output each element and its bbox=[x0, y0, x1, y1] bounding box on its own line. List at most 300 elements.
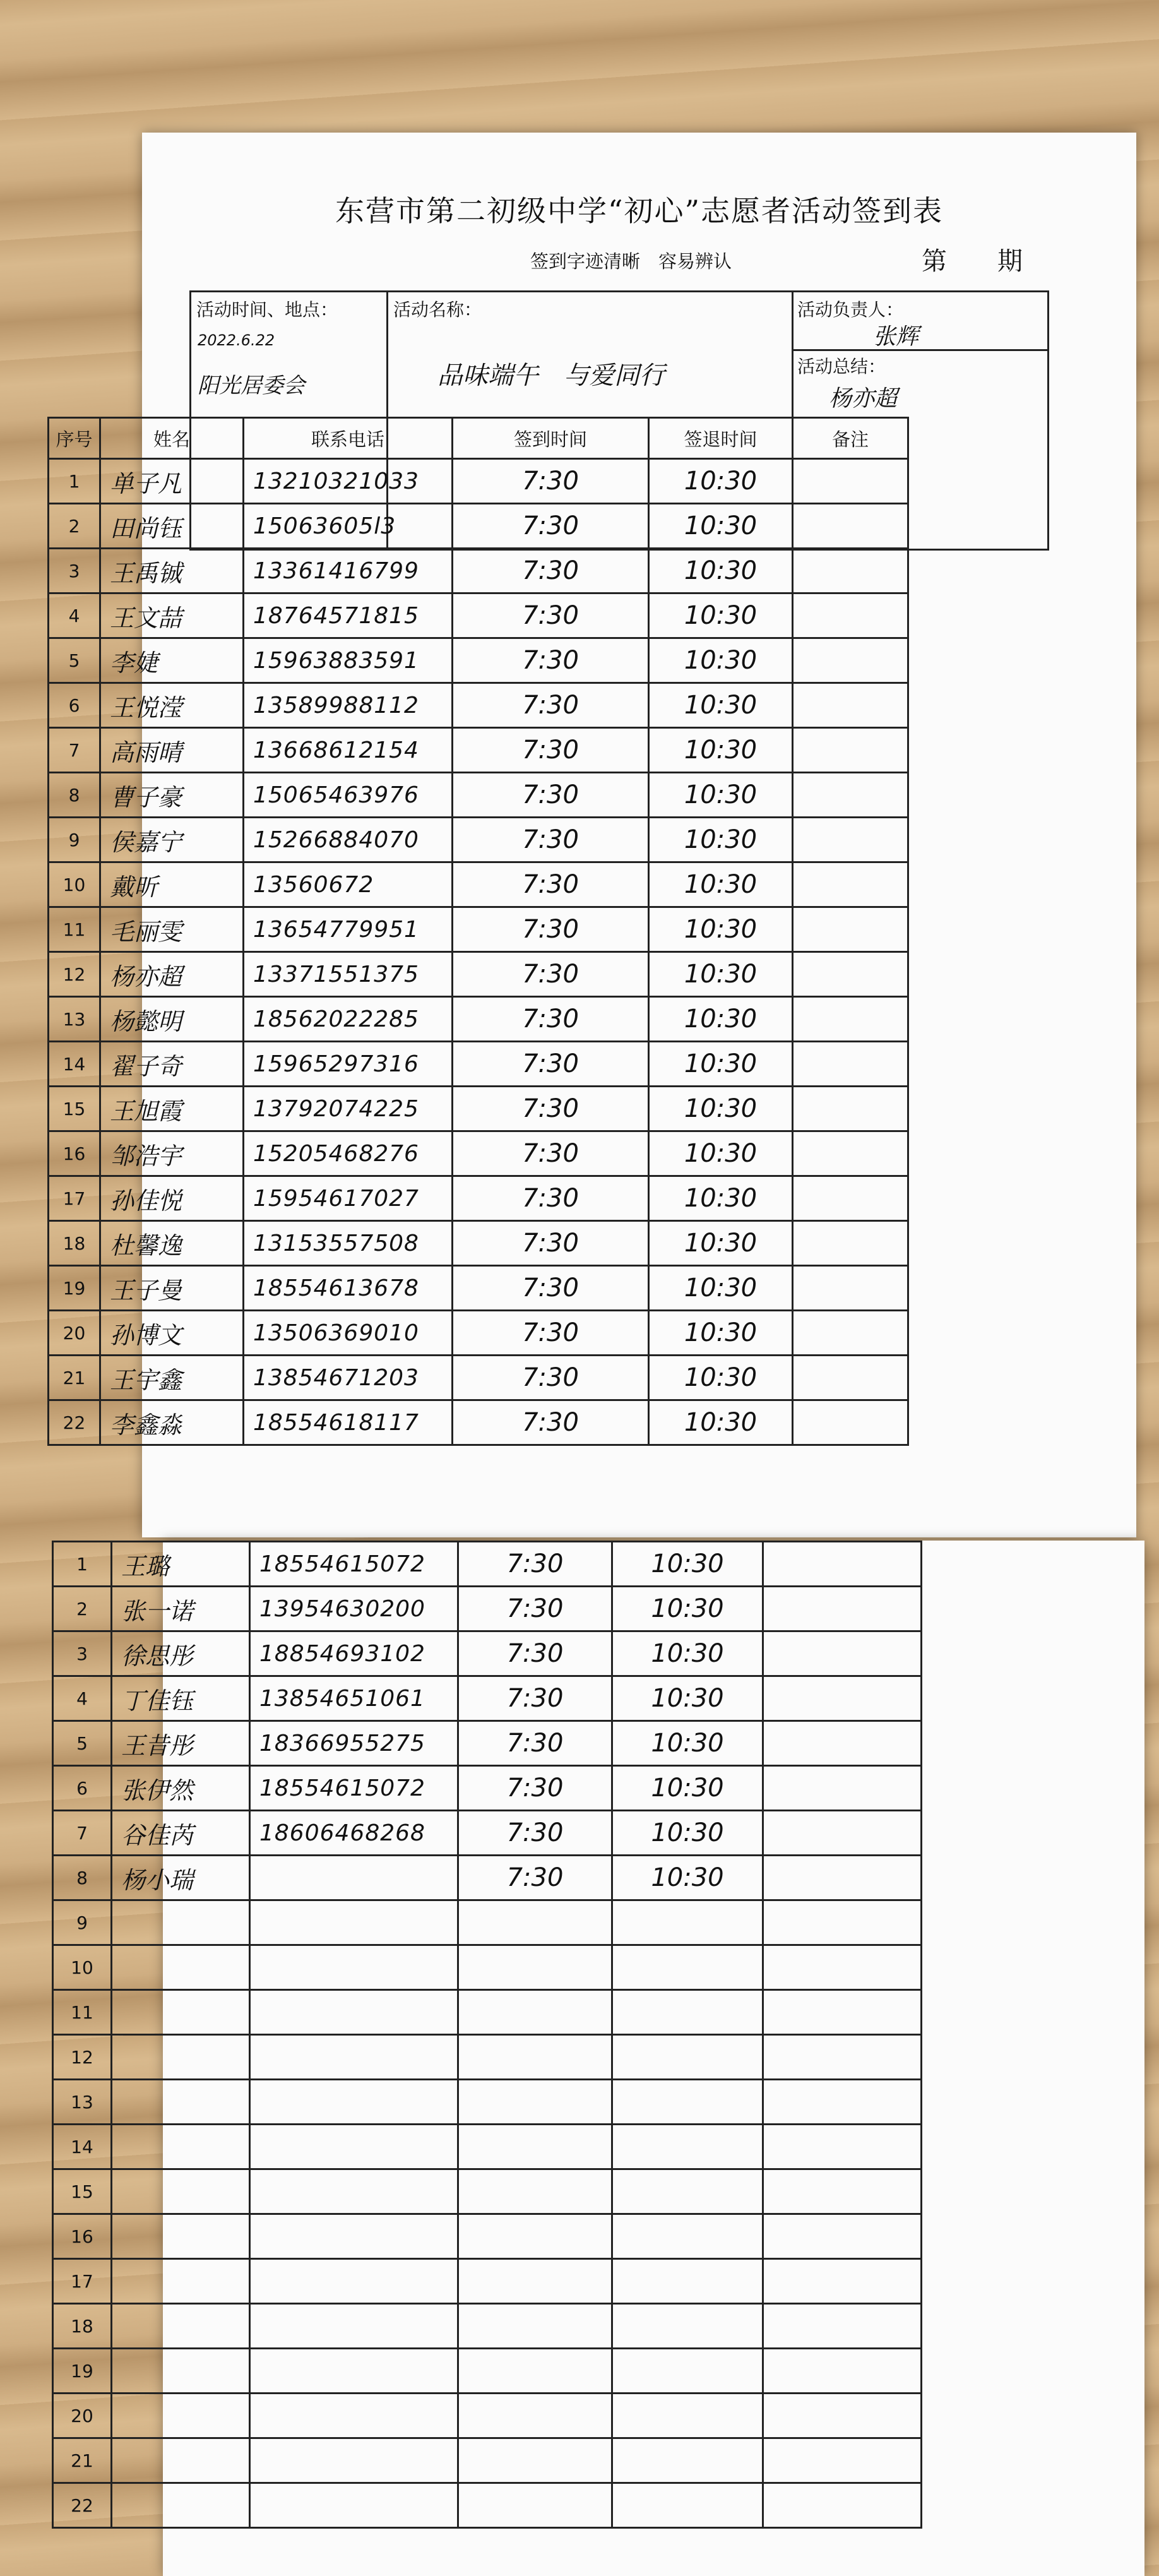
table-row bbox=[53, 2080, 922, 2125]
row-name: 王璐 bbox=[112, 1542, 250, 1587]
row-phone: 13371551375 bbox=[244, 952, 453, 997]
column-header-sign-out: 签退时间 bbox=[649, 418, 793, 459]
row-phone: 15266884070 bbox=[244, 818, 453, 862]
row-name bbox=[112, 2125, 250, 2169]
row-phone: 15065463976 bbox=[244, 773, 453, 818]
row-sign-in-time: 7:30 bbox=[453, 952, 649, 997]
row-sign-in-time: 7:30 bbox=[453, 728, 649, 773]
row-number: 16 bbox=[49, 1131, 100, 1176]
row-sign-out-time bbox=[612, 2349, 763, 2394]
row-sign-in-time: 7:30 bbox=[453, 1266, 649, 1311]
row-number: 16 bbox=[53, 2214, 112, 2259]
row-remarks bbox=[763, 1990, 922, 2035]
table-row bbox=[49, 1221, 908, 1266]
row-sign-in-time: 7:30 bbox=[453, 907, 649, 952]
row-number: 5 bbox=[53, 1721, 112, 1766]
attendance-table-page-1 bbox=[47, 417, 909, 1446]
row-phone: 18562022285 bbox=[244, 997, 453, 1042]
row-sign-out-time: 10:30 bbox=[649, 1356, 793, 1400]
table-row bbox=[53, 1900, 922, 1945]
row-sign-in-time: 7:30 bbox=[453, 683, 649, 728]
table-row bbox=[49, 862, 908, 907]
table-row bbox=[49, 952, 908, 997]
row-sign-out-time bbox=[612, 2438, 763, 2483]
row-phone bbox=[250, 1856, 458, 1900]
row-remarks bbox=[793, 862, 908, 907]
table-row bbox=[53, 1766, 922, 1811]
row-remarks bbox=[763, 1542, 922, 1587]
row-sign-in-time: 7:30 bbox=[453, 459, 649, 504]
row-name: 翟子奇 bbox=[100, 1042, 244, 1087]
row-name: 邹浩宇 bbox=[100, 1131, 244, 1176]
row-phone: 15063605l3 bbox=[244, 504, 453, 549]
row-number: 17 bbox=[49, 1176, 100, 1221]
row-phone bbox=[250, 2438, 458, 2483]
row-sign-out-time: 10:30 bbox=[649, 997, 793, 1042]
row-sign-in-time: 7:30 bbox=[453, 773, 649, 818]
row-remarks bbox=[763, 1856, 922, 1900]
row-name bbox=[112, 1900, 250, 1945]
row-sign-out-time: 10:30 bbox=[649, 549, 793, 593]
table-row bbox=[53, 1945, 922, 1990]
row-remarks bbox=[793, 1087, 908, 1131]
table-row bbox=[53, 1856, 922, 1900]
row-remarks bbox=[793, 1356, 908, 1400]
row-number: 13 bbox=[53, 2080, 112, 2125]
row-number: 2 bbox=[53, 1587, 112, 1631]
leader-label: 活动负责人： bbox=[797, 299, 904, 320]
row-name: 杨懿明 bbox=[100, 997, 244, 1042]
row-sign-in-time bbox=[458, 2035, 612, 2080]
table-row bbox=[49, 1266, 908, 1311]
row-sign-out-time bbox=[612, 2214, 763, 2259]
row-number: 18 bbox=[49, 1221, 100, 1266]
row-phone: 13854651061 bbox=[250, 1676, 458, 1721]
table-row bbox=[53, 1542, 922, 1587]
column-header-no: 序号 bbox=[49, 418, 100, 459]
table-row bbox=[49, 459, 908, 504]
row-number: 6 bbox=[53, 1766, 112, 1811]
row-phone bbox=[250, 2394, 458, 2438]
row-remarks bbox=[763, 2125, 922, 2169]
row-name bbox=[112, 1945, 250, 1990]
row-number: 13 bbox=[49, 997, 100, 1042]
table-header-row bbox=[49, 418, 908, 459]
row-name: 丁佳钰 bbox=[112, 1676, 250, 1721]
row-sign-out-time: 10:30 bbox=[649, 1266, 793, 1311]
leader-name: 张辉 bbox=[873, 324, 919, 350]
row-phone: 13589988112 bbox=[244, 683, 453, 728]
row-sign-in-time: 7:30 bbox=[458, 1542, 612, 1587]
row-name bbox=[112, 2394, 250, 2438]
row-number: 15 bbox=[49, 1087, 100, 1131]
row-number: 10 bbox=[49, 862, 100, 907]
row-sign-out-time bbox=[612, 2169, 763, 2214]
row-name: 杨小瑞 bbox=[112, 1856, 250, 1900]
row-remarks bbox=[793, 1400, 908, 1445]
row-sign-in-time: 7:30 bbox=[458, 1676, 612, 1721]
table-row bbox=[49, 683, 908, 728]
row-phone: 18554615072 bbox=[250, 1542, 458, 1587]
row-phone: 13654779951 bbox=[244, 907, 453, 952]
row-sign-out-time: 10:30 bbox=[649, 1311, 793, 1356]
table-row bbox=[49, 728, 908, 773]
row-sign-out-time: 10:30 bbox=[649, 818, 793, 862]
row-phone bbox=[250, 2483, 458, 2528]
table-row bbox=[49, 773, 908, 818]
row-sign-out-time: 10:30 bbox=[649, 1221, 793, 1266]
row-remarks bbox=[763, 2259, 922, 2304]
row-phone: 18606468268 bbox=[250, 1811, 458, 1856]
row-remarks bbox=[793, 1131, 908, 1176]
table-row bbox=[49, 1042, 908, 1087]
row-remarks bbox=[793, 549, 908, 593]
activity-place: 阳光居委会 bbox=[198, 373, 305, 398]
time-place-label: 活动时间、地点： bbox=[196, 299, 338, 320]
column-header-name: 姓名 bbox=[100, 418, 244, 459]
row-name bbox=[112, 2259, 250, 2304]
row-remarks bbox=[763, 2349, 922, 2394]
row-sign-in-time: 7:30 bbox=[453, 1311, 649, 1356]
row-sign-out-time: 10:30 bbox=[649, 683, 793, 728]
row-number: 9 bbox=[49, 818, 100, 862]
row-sign-out-time bbox=[612, 2483, 763, 2528]
row-phone: 13361416799 bbox=[244, 549, 453, 593]
row-phone: 13792074225 bbox=[244, 1087, 453, 1131]
row-number: 11 bbox=[53, 1990, 112, 2035]
row-remarks bbox=[793, 1042, 908, 1087]
row-phone: 13210321033 bbox=[244, 459, 453, 504]
row-number: 15 bbox=[53, 2169, 112, 2214]
row-phone: 18764571815 bbox=[244, 593, 453, 638]
row-sign-in-time: 7:30 bbox=[458, 1631, 612, 1676]
row-number: 18 bbox=[53, 2304, 112, 2349]
row-remarks bbox=[793, 952, 908, 997]
row-name: 李鑫淼 bbox=[100, 1400, 244, 1445]
row-phone: 18854693102 bbox=[250, 1631, 458, 1676]
row-remarks bbox=[793, 818, 908, 862]
table-row bbox=[49, 818, 908, 862]
table-row bbox=[53, 2035, 922, 2080]
row-phone: 13560672 bbox=[244, 862, 453, 907]
row-number: 2 bbox=[49, 504, 100, 549]
table-row bbox=[49, 593, 908, 638]
activity-name-label: 活动名称： bbox=[393, 299, 482, 320]
row-name: 王禹铖 bbox=[100, 549, 244, 593]
row-phone: 18554615072 bbox=[250, 1766, 458, 1811]
row-name: 田尚钰 bbox=[100, 504, 244, 549]
row-sign-in-time: 7:30 bbox=[453, 1400, 649, 1445]
attendance-table-page-2 bbox=[52, 1541, 922, 2529]
table-row bbox=[53, 2125, 922, 2169]
row-phone bbox=[250, 2035, 458, 2080]
row-remarks bbox=[763, 2214, 922, 2259]
legibility-hint: 签到字迹清晰 容易辨认 bbox=[530, 251, 732, 272]
row-name: 王昔彤 bbox=[112, 1721, 250, 1766]
row-number: 14 bbox=[49, 1042, 100, 1087]
row-sign-out-time: 10:30 bbox=[649, 593, 793, 638]
row-remarks bbox=[793, 459, 908, 504]
row-remarks bbox=[793, 1221, 908, 1266]
row-number: 5 bbox=[49, 638, 100, 683]
row-remarks bbox=[793, 683, 908, 728]
row-sign-out-time: 10:30 bbox=[612, 1587, 763, 1631]
row-phone: 13954630200 bbox=[250, 1587, 458, 1631]
row-sign-in-time: 7:30 bbox=[458, 1766, 612, 1811]
row-sign-in-time: 7:30 bbox=[458, 1856, 612, 1900]
row-sign-in-time bbox=[458, 2394, 612, 2438]
row-sign-in-time bbox=[458, 1945, 612, 1990]
table-row bbox=[53, 2483, 922, 2528]
row-name bbox=[112, 2349, 250, 2394]
row-phone bbox=[250, 2080, 458, 2125]
row-phone: 13153557508 bbox=[244, 1221, 453, 1266]
row-sign-out-time: 10:30 bbox=[649, 1400, 793, 1445]
row-remarks bbox=[763, 1766, 922, 1811]
row-phone bbox=[250, 2214, 458, 2259]
table-row bbox=[53, 2214, 922, 2259]
row-remarks bbox=[763, 1945, 922, 1990]
row-sign-in-time: 7:30 bbox=[453, 1131, 649, 1176]
row-number: 14 bbox=[53, 2125, 112, 2169]
row-remarks bbox=[763, 1900, 922, 1945]
row-remarks bbox=[793, 773, 908, 818]
activity-date: 2022.6.22 bbox=[198, 331, 275, 349]
row-name bbox=[112, 2214, 250, 2259]
row-remarks bbox=[763, 2483, 922, 2528]
row-remarks bbox=[793, 504, 908, 549]
row-name: 王旭霞 bbox=[100, 1087, 244, 1131]
row-sign-out-time: 10:30 bbox=[649, 1176, 793, 1221]
row-sign-in-time: 7:30 bbox=[453, 593, 649, 638]
row-name: 王宇鑫 bbox=[100, 1356, 244, 1400]
row-sign-in-time: 7:30 bbox=[453, 1221, 649, 1266]
row-number: 8 bbox=[49, 773, 100, 818]
summary-label: 活动总结： bbox=[797, 356, 886, 377]
row-remarks bbox=[763, 1721, 922, 1766]
row-sign-in-time: 7:30 bbox=[453, 997, 649, 1042]
row-sign-out-time bbox=[612, 2080, 763, 2125]
row-name: 杨亦超 bbox=[100, 952, 244, 997]
row-phone: 18554618117 bbox=[244, 1400, 453, 1445]
column-header-sign-in: 签到时间 bbox=[453, 418, 649, 459]
row-sign-out-time: 10:30 bbox=[649, 638, 793, 683]
row-remarks bbox=[763, 1811, 922, 1856]
row-number: 22 bbox=[53, 2483, 112, 2528]
row-sign-in-time: 7:30 bbox=[458, 1587, 612, 1631]
row-sign-out-time bbox=[612, 2394, 763, 2438]
row-name: 戴昕 bbox=[100, 862, 244, 907]
row-phone: 13668612154 bbox=[244, 728, 453, 773]
row-number: 7 bbox=[53, 1811, 112, 1856]
row-phone bbox=[250, 2349, 458, 2394]
row-number: 20 bbox=[49, 1311, 100, 1356]
table-row bbox=[49, 504, 908, 549]
table-row bbox=[49, 549, 908, 593]
row-phone: 18554613678 bbox=[244, 1266, 453, 1311]
row-number: 12 bbox=[53, 2035, 112, 2080]
table-row bbox=[53, 1990, 922, 2035]
row-remarks bbox=[763, 2080, 922, 2125]
row-number: 17 bbox=[53, 2259, 112, 2304]
row-sign-in-time bbox=[458, 2080, 612, 2125]
row-sign-in-time bbox=[458, 2259, 612, 2304]
table-row bbox=[49, 997, 908, 1042]
row-phone: 15205468276 bbox=[244, 1131, 453, 1176]
row-sign-out-time bbox=[612, 1990, 763, 2035]
row-number: 3 bbox=[53, 1631, 112, 1676]
row-sign-out-time: 10:30 bbox=[612, 1676, 763, 1721]
row-name: 张伊然 bbox=[112, 1766, 250, 1811]
table-row bbox=[49, 1356, 908, 1400]
row-name bbox=[112, 2080, 250, 2125]
table-row bbox=[53, 1721, 922, 1766]
row-number: 20 bbox=[53, 2394, 112, 2438]
row-name bbox=[112, 2438, 250, 2483]
row-sign-in-time: 7:30 bbox=[453, 818, 649, 862]
row-name bbox=[112, 2035, 250, 2080]
row-sign-in-time bbox=[458, 1900, 612, 1945]
row-remarks bbox=[793, 907, 908, 952]
row-name bbox=[112, 2304, 250, 2349]
row-name: 王悦滢 bbox=[100, 683, 244, 728]
row-phone bbox=[250, 1945, 458, 1990]
row-number: 12 bbox=[49, 952, 100, 997]
row-name: 李婕 bbox=[100, 638, 244, 683]
row-name: 单子凡 bbox=[100, 459, 244, 504]
table-row bbox=[53, 2169, 922, 2214]
row-remarks bbox=[793, 638, 908, 683]
row-phone: 15965297316 bbox=[244, 1042, 453, 1087]
row-sign-out-time: 10:30 bbox=[649, 907, 793, 952]
table-row bbox=[53, 2259, 922, 2304]
row-sign-out-time: 10:30 bbox=[612, 1721, 763, 1766]
row-sign-out-time: 10:30 bbox=[649, 773, 793, 818]
row-sign-in-time: 7:30 bbox=[453, 1042, 649, 1087]
row-sign-out-time: 10:30 bbox=[649, 1131, 793, 1176]
row-sign-out-time: 10:30 bbox=[649, 862, 793, 907]
row-name: 杜馨逸 bbox=[100, 1221, 244, 1266]
row-sign-out-time: 10:30 bbox=[649, 1087, 793, 1131]
row-remarks bbox=[793, 1266, 908, 1311]
row-number: 1 bbox=[53, 1542, 112, 1587]
row-sign-in-time: 7:30 bbox=[453, 549, 649, 593]
row-remarks bbox=[793, 593, 908, 638]
row-sign-in-time: 7:30 bbox=[453, 638, 649, 683]
table-row bbox=[49, 1176, 908, 1221]
row-number: 21 bbox=[49, 1356, 100, 1400]
row-sign-in-time: 7:30 bbox=[453, 1356, 649, 1400]
row-name: 侯嘉宁 bbox=[100, 818, 244, 862]
row-phone bbox=[250, 2169, 458, 2214]
row-sign-in-time bbox=[458, 2169, 612, 2214]
row-remarks bbox=[763, 2304, 922, 2349]
row-sign-out-time: 10:30 bbox=[649, 459, 793, 504]
column-header-phone: 联系电话 bbox=[244, 418, 453, 459]
row-sign-out-time bbox=[612, 2304, 763, 2349]
row-phone bbox=[250, 2125, 458, 2169]
row-remarks bbox=[763, 1587, 922, 1631]
sheet-title: 东营市第二初级中学“初心”志愿者活动签到表 bbox=[335, 194, 944, 228]
row-sign-out-time bbox=[612, 2035, 763, 2080]
row-sign-out-time: 10:30 bbox=[649, 504, 793, 549]
row-sign-in-time bbox=[458, 2304, 612, 2349]
row-name: 谷佳芮 bbox=[112, 1811, 250, 1856]
row-name bbox=[112, 1990, 250, 2035]
table-row bbox=[49, 1131, 908, 1176]
table-row bbox=[53, 1676, 922, 1721]
row-remarks bbox=[763, 2035, 922, 2080]
table-row bbox=[53, 2394, 922, 2438]
row-number: 22 bbox=[49, 1400, 100, 1445]
row-name: 孙佳悦 bbox=[100, 1176, 244, 1221]
table-row bbox=[53, 2438, 922, 2483]
row-sign-in-time bbox=[458, 2349, 612, 2394]
row-number: 6 bbox=[49, 683, 100, 728]
row-phone bbox=[250, 1900, 458, 1945]
row-sign-out-time: 10:30 bbox=[612, 1542, 763, 1587]
row-phone: 18366955275 bbox=[250, 1721, 458, 1766]
row-sign-in-time bbox=[458, 1990, 612, 2035]
row-number: 19 bbox=[53, 2349, 112, 2394]
table-row bbox=[53, 1631, 922, 1676]
row-sign-out-time bbox=[612, 1945, 763, 1990]
row-sign-out-time: 10:30 bbox=[612, 1856, 763, 1900]
row-phone bbox=[250, 1990, 458, 2035]
row-number: 3 bbox=[49, 549, 100, 593]
row-phone bbox=[250, 2304, 458, 2349]
row-number: 9 bbox=[53, 1900, 112, 1945]
row-sign-out-time: 10:30 bbox=[649, 728, 793, 773]
row-number: 21 bbox=[53, 2438, 112, 2483]
row-phone: 15954617027 bbox=[244, 1176, 453, 1221]
row-name bbox=[112, 2483, 250, 2528]
table-row bbox=[49, 1400, 908, 1445]
row-phone: 15963883591 bbox=[244, 638, 453, 683]
table-row bbox=[53, 2349, 922, 2394]
row-name: 王文喆 bbox=[100, 593, 244, 638]
table-row bbox=[49, 907, 908, 952]
row-sign-out-time bbox=[612, 1900, 763, 1945]
row-remarks bbox=[793, 1176, 908, 1221]
row-sign-out-time: 10:30 bbox=[612, 1811, 763, 1856]
row-number: 1 bbox=[49, 459, 100, 504]
row-name: 孙博文 bbox=[100, 1311, 244, 1356]
row-remarks bbox=[763, 1676, 922, 1721]
table-row bbox=[49, 1311, 908, 1356]
row-sign-in-time: 7:30 bbox=[458, 1721, 612, 1766]
row-remarks bbox=[763, 1631, 922, 1676]
row-name: 毛丽雯 bbox=[100, 907, 244, 952]
row-name: 徐思彤 bbox=[112, 1631, 250, 1676]
row-number: 10 bbox=[53, 1945, 112, 1990]
row-phone: 13854671203 bbox=[244, 1356, 453, 1400]
row-sign-in-time bbox=[458, 2438, 612, 2483]
row-sign-in-time: 7:30 bbox=[453, 1176, 649, 1221]
table-row bbox=[53, 1587, 922, 1631]
row-number: 11 bbox=[49, 907, 100, 952]
column-header-remarks: 备注 bbox=[793, 418, 908, 459]
row-sign-in-time: 7:30 bbox=[453, 862, 649, 907]
issue-number-label: 第 期 bbox=[922, 247, 1023, 276]
table-row bbox=[53, 2304, 922, 2349]
row-sign-out-time: 10:30 bbox=[649, 1042, 793, 1087]
row-number: 4 bbox=[49, 593, 100, 638]
row-sign-in-time bbox=[458, 2125, 612, 2169]
row-sign-out-time: 10:30 bbox=[612, 1766, 763, 1811]
row-number: 7 bbox=[49, 728, 100, 773]
row-sign-in-time bbox=[458, 2214, 612, 2259]
